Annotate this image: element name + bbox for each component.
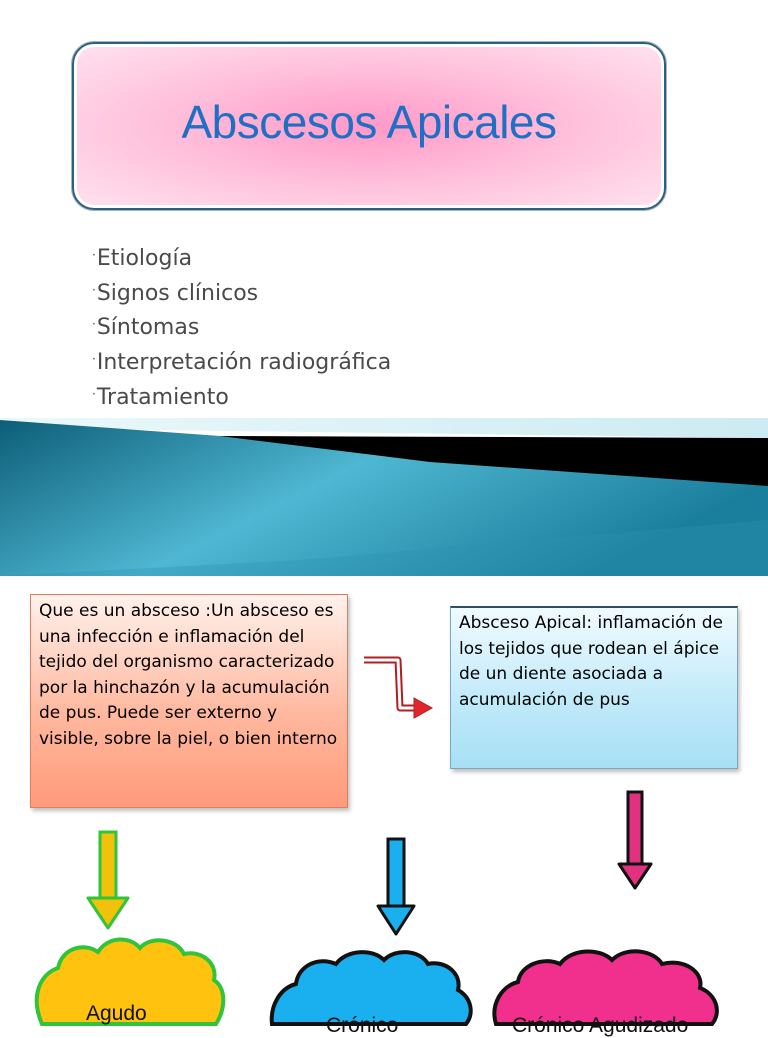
list-item: ·Etiología (92, 246, 193, 271)
yellow-arrow-icon (88, 832, 128, 928)
red-arrow-icon (364, 660, 432, 718)
magenta-arrow-icon (619, 792, 651, 888)
slide-title: Abscesos Apicales (181, 96, 557, 148)
cloud-label-cronico: Crónico (326, 1014, 399, 1037)
cloud-label-cronico-agudizado: Crónico Agudizado (512, 1014, 689, 1037)
title-box (72, 42, 666, 210)
list-item: ·Signos clínicos (92, 280, 259, 306)
apical-definition-box: Absceso Apical: inflamación de los tejidos que rodean el ápice de un diente asociada a acumulación de pus (450, 606, 738, 769)
bullet-list (92, 238, 391, 411)
list-item: ·Tratamiento (92, 384, 229, 410)
blue-arrow-icon (378, 839, 414, 934)
slide-2-diagram (0, 576, 768, 1037)
definition-box: Que es un absceso :Un absceso es una infección e inflamación del tejido del organismo caracterizado por la hinchazón y la acumulación de pus. Puede ser externo y visible, sobre la piel, o bien interno (30, 594, 348, 808)
list-item: ·Interpretación radiográfica (92, 350, 392, 376)
list-item: ·Síntomas (92, 315, 200, 341)
cloud-label-agudo: Agudo (86, 1002, 147, 1025)
